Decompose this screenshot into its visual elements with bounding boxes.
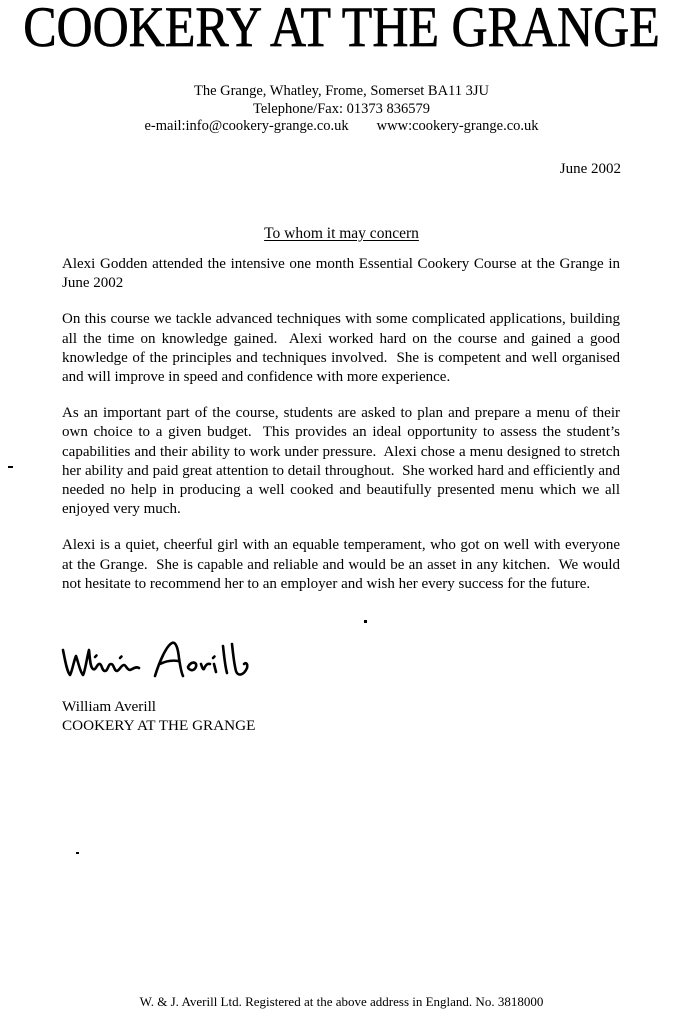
footer-registration: W. & J. Averill Ltd. Registered at the above address in England. No. 3818000 [139,994,544,1009]
scan-artifact [8,466,13,468]
email-address: e-mail:info@cookery-grange.co.uk [144,118,349,134]
website-address: www:cookery-grange.co.uk [376,118,539,134]
body-paragraph: Alexi Godden attended the intensive one month Essential Cookery Course at the Grange in June 2002 [62,256,624,292]
body-paragraph: Alexi is a quiet, cheerful girl with an equable temperament, who got on well with everyone at the Grange. She is capable and reliable and would be an asset in any kitchen. We would not hesitate to recommend her to an employer and wish her every success for the future. [62,537,624,592]
letterhead-address-block [0,83,683,136]
salutation: To whom it may concern [264,225,419,242]
signer-name: William Averill [62,698,157,715]
body-paragraph: On this course we tackle advanced techniques with some complicated applications, building all the time on knowledge gained. Alexi worked hard on the course and gained a good knowledge of the principles and techniques involved. She is competent and well organised and will improve in speed and confidence with more experience. [62,311,624,386]
scan-artifact [364,620,367,623]
contact-line [0,118,683,136]
letter-date: June 2002 [559,161,621,177]
body-paragraph: As an important part of the course, students are asked to plan and prepare a menu of their own choice to a given budget. This provides an ideal opportunity to assess the student’s capabilities and their ability to work under pressure. Alexi chose a menu designed to stretch her ability and paid great attention to detail throughout. She worked hard and efficiently and needed no help in producing a well cooked and beautifully presented menu which we all enjoyed very much. [62,405,624,518]
address-line: The Grange, Whatley, Frome, Somerset BA11 3JU [193,83,490,99]
scan-artifact [76,852,79,854]
signer-block [62,698,255,735]
signer-organisation: COOKERY AT THE GRANGE [62,716,256,734]
letterhead-title: COOKERY AT THE GRANGE [23,0,660,59]
phone-line: Telephone/Fax: 01373 836579 [253,100,430,117]
handwritten-signature [58,633,258,691]
letter-body [62,255,624,611]
